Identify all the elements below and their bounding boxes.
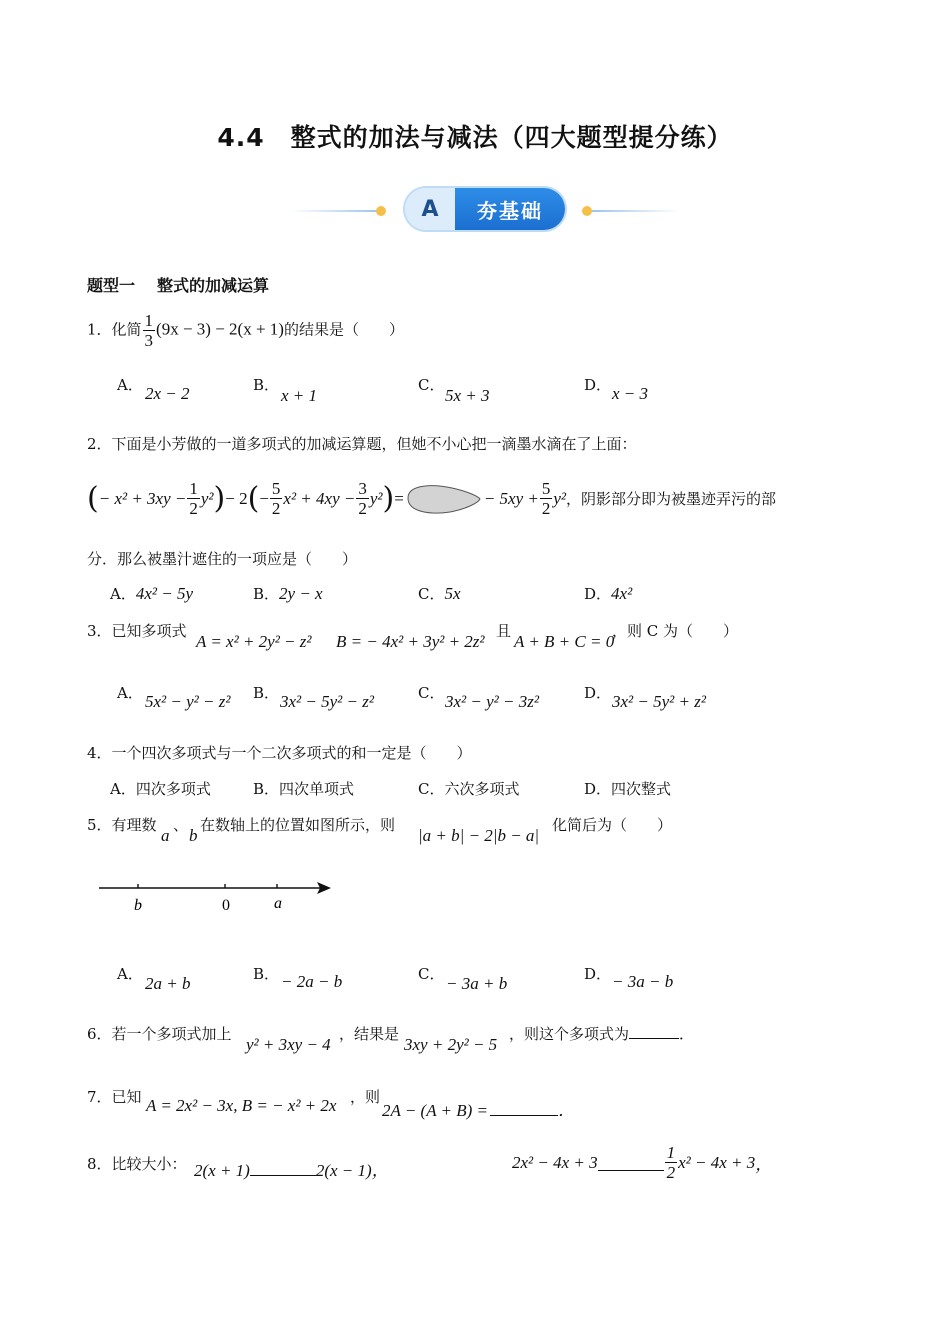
q7-expr-1: A = 2x² − 3x, B = − x² + 2x (146, 1096, 337, 1115)
q1-option-a: A． (117, 376, 143, 394)
q6-stem-pre: 6．若一个多项式加上 (87, 1025, 232, 1043)
q6-stem-mid: ，结果是 (339, 1025, 400, 1043)
q5-option-c: C． (418, 965, 445, 983)
q5-option-b: B． (253, 965, 280, 983)
q6-answer-blank[interactable] (629, 1038, 679, 1039)
q1-option-b-value: x + 1 (281, 386, 318, 405)
badge-dot-right (582, 206, 592, 216)
q3-option-b: B． (253, 684, 280, 702)
q3-option-a-value: 5x² − y² − z² (145, 692, 231, 711)
q3-option-b-value: 3x² − 5y² − z² (280, 692, 374, 711)
title-text: 整式的加法与减法（四大题型提分练） (290, 123, 733, 152)
q7-stem-mid: ，则 (350, 1088, 381, 1106)
q7-answer-blank[interactable] (490, 1115, 558, 1116)
q1-option-c-value: 5x + 3 (445, 386, 490, 405)
q6-stem-post: ，则这个多项式为 ． (509, 1025, 695, 1043)
q1-stem-post: 的结果是（ ） (283, 320, 404, 339)
q5-var-a: a (161, 826, 170, 845)
q8-stem-pre: 8．比较大小： (87, 1155, 187, 1173)
badge-line-right (592, 210, 680, 212)
q5-option-a-value: 2a + b (145, 974, 191, 993)
q2-line3: 分．那么被墨汁遮住的一项应是（ ） (87, 550, 358, 568)
q7-expr-2: 2A − (A + B) = ． (382, 1101, 576, 1120)
badge-letter: A (405, 188, 455, 230)
q5-expr: |a + b| − 2|b − a| (418, 826, 540, 845)
q2-option-a: A．4x² − 5y (110, 584, 194, 603)
q5-option-c-value: − 3a + b (446, 974, 508, 993)
number-line (95, 874, 335, 918)
section-name: 整式的加减运算 (157, 276, 270, 295)
q1-stem-pre: 1．化简 (87, 320, 142, 339)
q5-option-d: D． (584, 965, 612, 983)
q8-part-2: 2x² − 4x + 3 $\frac{1}{2}$ x² − 4x + 3 ， (512, 1143, 773, 1182)
section-label: 题型一 (87, 276, 136, 295)
q4-option-d: D．四次整式 (584, 780, 672, 798)
q2-option-d: D．4x² (584, 584, 633, 603)
q8-part-1: 2(x + 1) 2(x − 1)， (194, 1161, 389, 1180)
q5-sep: 、 (173, 816, 189, 834)
q8-answer-blank-2[interactable] (598, 1170, 664, 1171)
q3-expr-c: A + B + C = 0 (514, 632, 615, 651)
badge-pill (405, 188, 565, 230)
q5-option-d-value: − 3a − b (612, 972, 674, 991)
q2-tail: ，阴影部分即为被墨迹弄污的部 (566, 490, 777, 508)
question-1 (87, 312, 404, 349)
page-title (0, 118, 950, 154)
badge-line-left (290, 210, 378, 212)
ink-blot-shape (404, 482, 484, 516)
q8-answer-blank-1[interactable] (250, 1175, 316, 1176)
label-a: a (274, 895, 282, 912)
label-zero: 0 (222, 897, 230, 914)
q4-stem: 4．一个四次多项式与一个二次多项式的和一定是（ ） (87, 744, 472, 762)
q6-expr-2: 3xy + 2y² − 5 (404, 1035, 498, 1054)
q2-option-b: B．2y − x (253, 584, 323, 603)
q5-stem-post: 化简后为（ ） (552, 816, 673, 834)
q3-option-d-value: 3x² − 5y² + z² (612, 692, 706, 711)
q3-expr-a: A = x² + 2y² − z² (196, 632, 312, 651)
q4-option-b: B．四次单项式 (253, 780, 355, 798)
q1-option-d: D． (584, 376, 612, 394)
q3-option-d: D． (584, 684, 612, 702)
badge-dot-left (376, 206, 386, 216)
q4-option-c: C．六次多项式 (418, 780, 520, 798)
q5-option-a: A． (117, 965, 143, 983)
section-heading (87, 273, 269, 296)
q3-mid: 且 (496, 622, 512, 640)
q5-stem-pre: 5．有理数 (87, 816, 157, 834)
q5-option-b-value: − 2a − b (281, 972, 343, 991)
q2-stem: 2．下面是小芳做的一道多项式的加减运算题，但她不小心把一滴墨水滴在了上面： (87, 435, 637, 453)
q1-option-d-value: x − 3 (612, 384, 649, 403)
q5-stem-mid: 在数轴上的位置如图所示，则 (200, 816, 396, 834)
q3-stem-pre: 3．已知多项式 (87, 622, 187, 640)
q2-equation: ( − x² + 3xy − $\frac{1}{2}$ y² ) − 2 ( − $\frac{5}{2}$ x² + 4xy − $\frac{3}{2}$ y² ) = − 5xy + $\frac{5}{2}$ y² ，阴影部分即为被墨迹弄污的部 (87, 479, 777, 518)
level-badge (290, 186, 680, 234)
q1-fraction: $\frac{1}{3}$ (144, 311, 154, 350)
q5-var-b: b (189, 826, 198, 845)
q1-option-a-value: 2x − 2 (145, 384, 190, 403)
q2-option-c: C．5x (418, 584, 461, 603)
q4-option-a: A．四次多项式 (110, 780, 211, 798)
q1-option-c: C． (418, 376, 445, 394)
q6-expr-1: y² + 3xy − 4 (246, 1035, 331, 1054)
q1-option-b: B． (253, 376, 280, 394)
q1-expression: (9x − 3) − 2(x + 1) (156, 319, 284, 339)
q3-stem-post: ，则 C 为（ ） (612, 622, 739, 640)
q3-option-a: A． (117, 684, 143, 702)
q3-expr-b: B = − 4x² + 3y² + 2z² (336, 632, 485, 651)
q3-option-c: C． (418, 684, 445, 702)
q7-stem-pre: 7．已知 (87, 1088, 142, 1106)
badge-label: 夯基础 (455, 188, 565, 230)
title-number: 4.4 (217, 123, 265, 152)
q3-option-c-value: 3x² − y² − 3z² (445, 692, 539, 711)
label-b: b (134, 897, 142, 914)
